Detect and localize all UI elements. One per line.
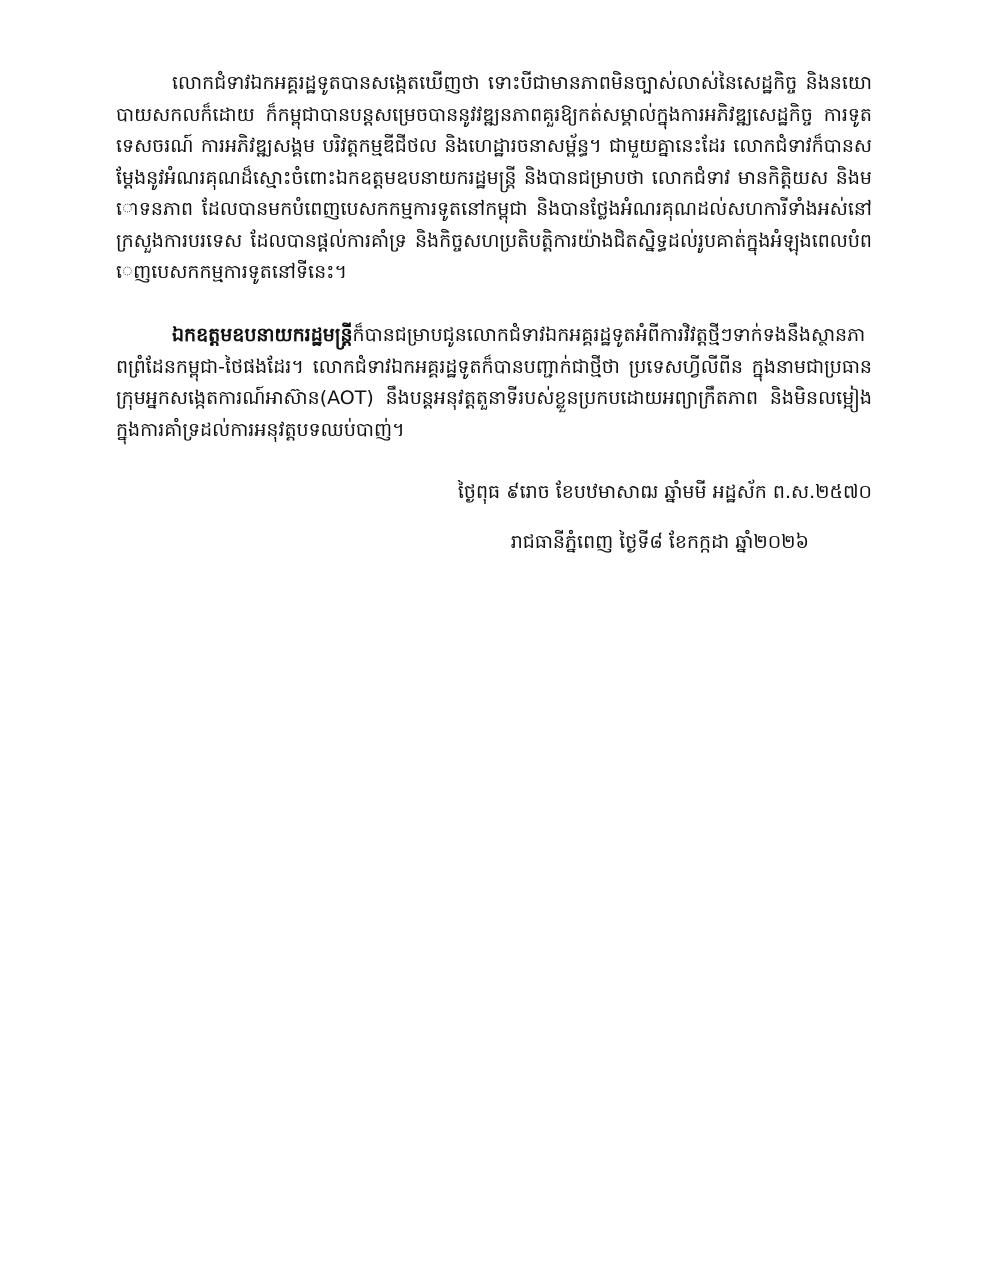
- body-paragraph-1: [116, 68, 872, 289]
- place-and-date-line: រាជធានីភ្នំពេញ ថ្ងៃទី៨ ខែកក្កដា ឆ្នាំ២០២៦: [510, 531, 809, 553]
- paragraph-1-text: លោកជំទាវឯកអគ្គរដ្ឋទូតបានសង្កេតឃើញថា ទោះបីជាមានភាពមិនច្បាស់លាស់នៃសេដ្ឋកិច្ច និងនយោបាយសកលក៏ដោយ ក៏កម្ពុជាបានបន្តសម្រេចបាននូវវឌ្ឍនភាពគួរឱ្យកត់សម្គាល់ក្នុងការអភិវឌ្ឍសេដ្ឋកិច្ច ការទូត ទេសចរណ៍ ការអភិវឌ្ឍសង្គម បរិវត្តកម្មឌីជីថល និងហេដ្ឋារចនាសម្ព័ន្ធ។ ជាមួយគ្នានេះដែរ លោកជំទាវក៏បានសម្តែងនូវអំណរគុណដ៏ស្មោះចំពោះឯកឧត្តមឧបនាយករដ្ឋមន្ត្រី និងបានជម្រាបថា លោកជំទាវ មានកិត្តិយស និងមោទនភាព ដែលបានមកបំពេញបេសកកម្មការទូតនៅកម្ពុជា និងបានថ្លែងអំណរគុណដល់សហការីទាំងអស់នៅក្រសួងការបរទេស ដែលបានផ្តល់ការគាំទ្រ និងកិច្ចសហប្រតិបត្តិការយ៉ាងជិតស្និទ្ធដល់រូបគាត់ក្នុងអំឡុងពេលបំពេញបេសកកម្មការទូតនៅទីនេះ។: [116, 72, 872, 283]
- body-paragraph-2: [116, 320, 872, 446]
- paragraph-2-bold-lead: ឯកឧត្តមឧបនាយករដ្ឋមន្ត្រី: [172, 324, 353, 346]
- paragraph-2-text: ក៏បានជម្រាបជូនលោកជំទាវឯកអគ្គរដ្ឋទូតអំពីការវិវត្តថ្មីៗទាក់ទងនឹងស្ថានភាពព្រំដែនកម្ពុជា-ថៃផងដែរ។ លោកជំទាវឯកអគ្គរដ្ឋទូតក៏បានបញ្ជាក់ជាថ្មីថា ប្រទេសហ្វីលីពីន ក្នុងនាមជាប្រធានក្រុមអ្នកសង្កេតការណ៍អាស៊ាន(AOT) នឹងបន្តអនុវត្តតួនាទីរបស់ខ្លួនប្រកបដោយអព្យាក្រឹតភាព និងមិនលម្អៀង ក្នុងការគាំទ្រដល់ការអនុវត្តបទឈប់បាញ់។: [116, 324, 872, 441]
- lunar-date-line: ថ្ងៃពុធ ៩រោច ខែបឋមាសាឍ ឆ្នាំមមី អដ្ឋស័ក ព.ស.២៥៧០: [457, 481, 872, 503]
